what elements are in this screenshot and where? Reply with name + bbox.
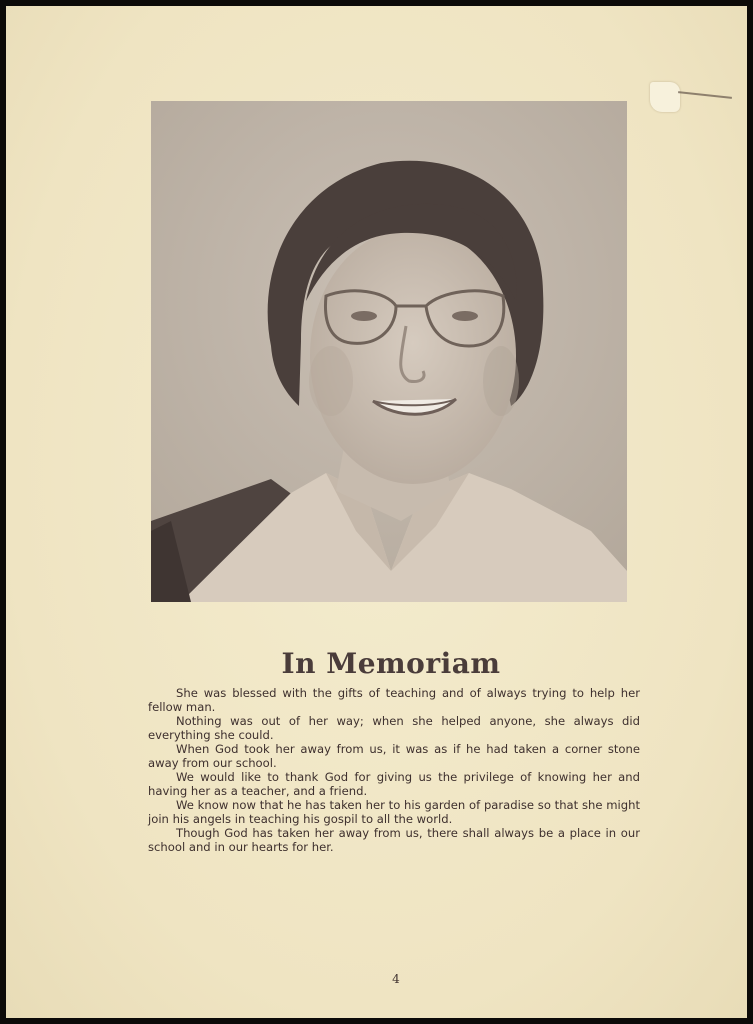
torn-paper-mark [650,82,680,112]
paragraph: Nothing was out of her way; when she helped anyone, she always did everything she could. [148,714,640,742]
memorial-text [148,686,640,854]
portrait-photo [151,101,627,602]
paragraph: We would like to thank God for giving us the privilege of knowing her and having her as a teacher, and a friend. [148,770,640,798]
paragraph: We know now that he has taken her to his garden of paradise so that she might join his angels in teaching his gospil to all the world. [148,798,640,826]
page-number: 4 [392,972,400,986]
paragraph: She was blessed with the gifts of teaching and of always trying to help her fellow man. [148,686,640,714]
yearbook-page [6,6,747,1018]
left-eye [351,311,377,321]
memorial-heading: In Memoriam [281,647,501,680]
cheek-shadow-right [483,346,519,416]
paper-crease [678,91,732,99]
cheek-shadow-left [309,346,353,416]
paragraph: When God took her away from us, it was as if he had taken a corner stone away from our school. [148,742,640,770]
paragraph: Though God has taken her away from us, there shall always be a place in our school and in our hearts for her. [148,826,640,854]
right-eye [452,311,478,321]
